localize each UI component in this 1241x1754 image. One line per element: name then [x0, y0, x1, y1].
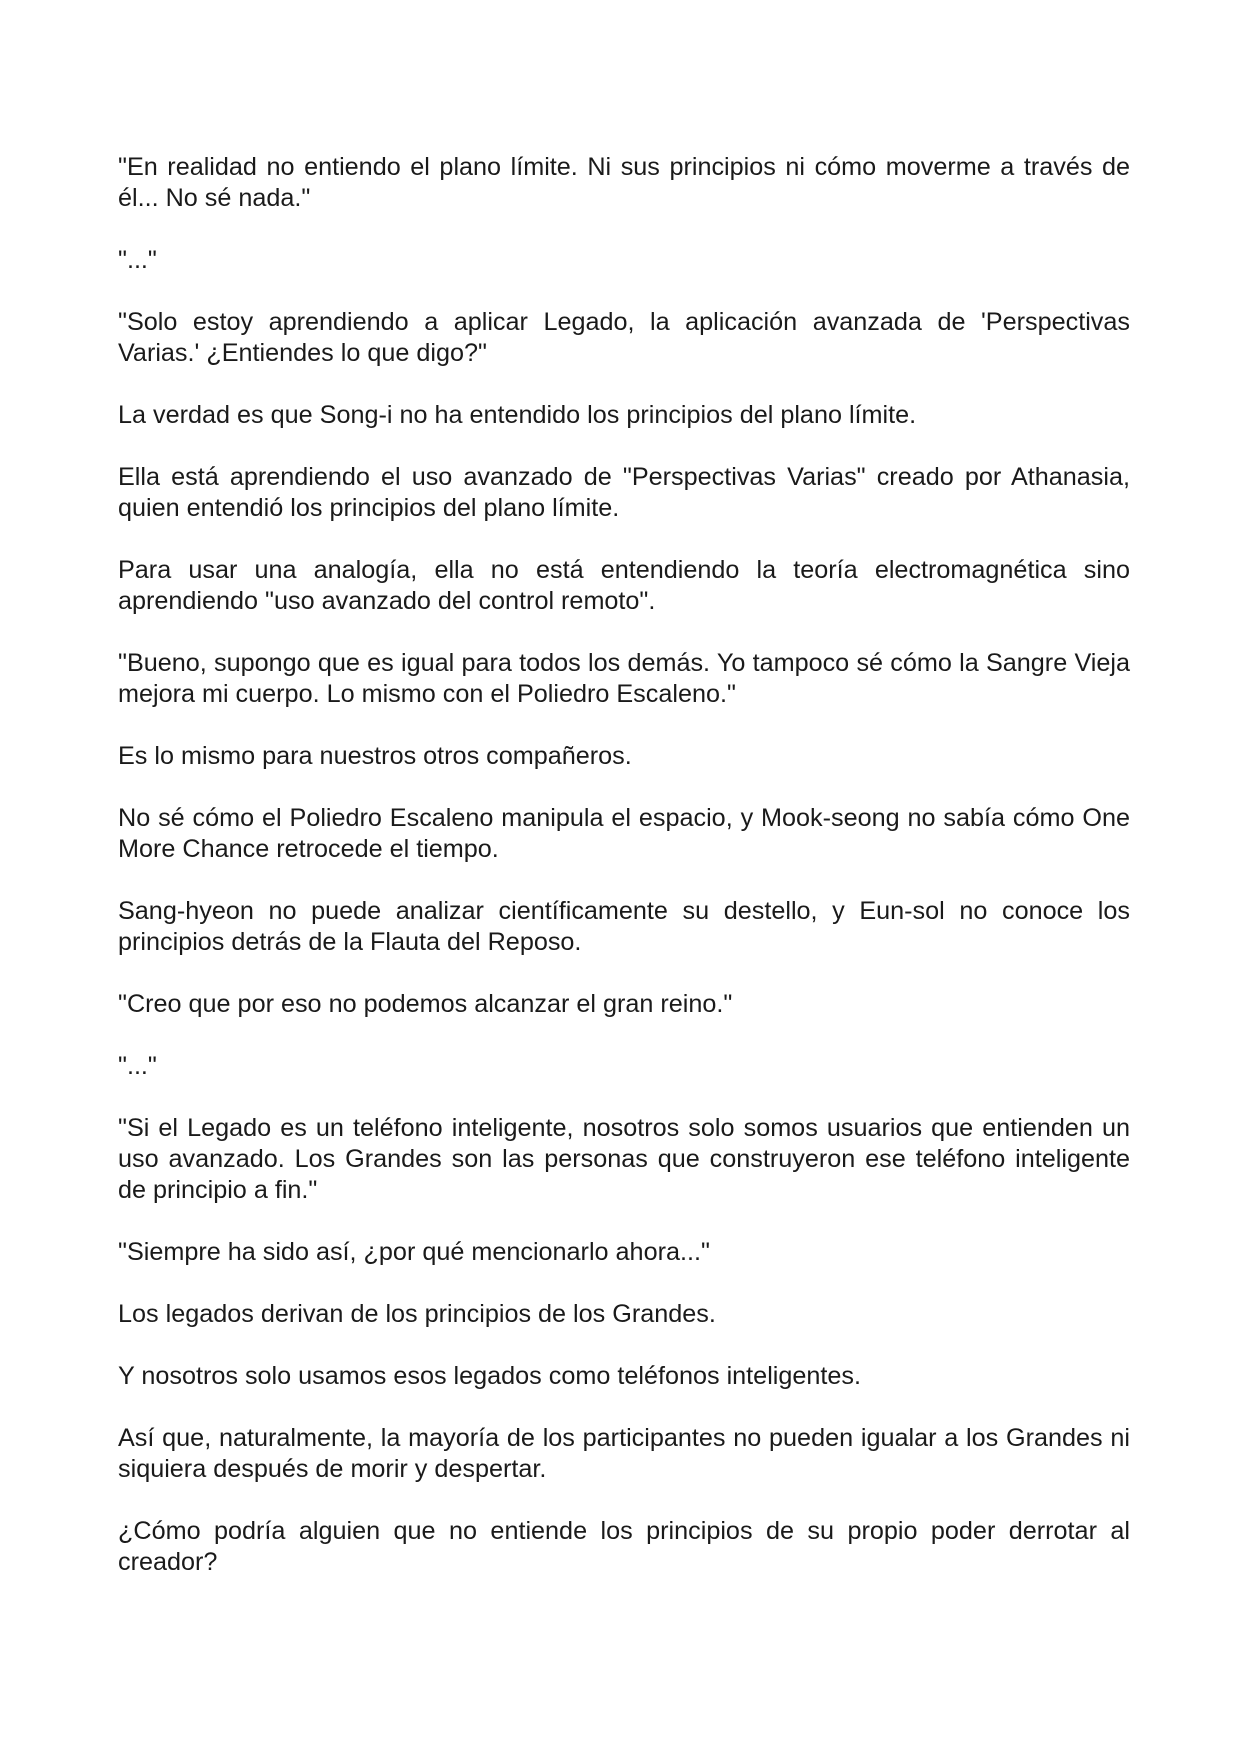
paragraph: Así que, naturalmente, la mayoría de los participantes no pueden igualar a los Grandes ni siquiera después de morir y despertar. [118, 1424, 1130, 1483]
paragraph: "Si el Legado es un teléfono inteligente, nosotros solo somos usuarios que entienden un uso avanzado. Los Grandes son las personas que construyeron ese teléfono inteligente de principio a fin." [118, 1114, 1130, 1204]
paragraph: Es lo mismo para nuestros otros compañeros. [118, 742, 632, 770]
paragraph: "..." [118, 246, 157, 274]
paragraph: "Bueno, supongo que es igual para todos los demás. Yo tampoco sé cómo la Sangre Vieja mejora mi cuerpo. Lo mismo con el Poliedro Escaleno." [118, 649, 1130, 708]
paragraph: ¿Cómo podría alguien que no entiende los principios de su propio poder derrotar al creador? [118, 1517, 1130, 1576]
paragraph: Para usar una analogía, ella no está entendiendo la teoría electromagnética sino aprendiendo "uso avanzado del control remoto". [118, 556, 1130, 615]
paragraph: "..." [118, 1052, 157, 1080]
paragraph: "Creo que por eso no podemos alcanzar el gran reino." [118, 990, 733, 1018]
paragraph: "Siempre ha sido así, ¿por qué mencionarlo ahora..." [118, 1238, 710, 1266]
document-body [118, 152, 1130, 1609]
paragraph: Sang-hyeon no puede analizar científicamente su destello, y Eun-sol no conoce los principios detrás de la Flauta del Reposo. [118, 897, 1130, 956]
paragraph: Los legados derivan de los principios de los Grandes. [118, 1300, 716, 1328]
paragraph: No sé cómo el Poliedro Escaleno manipula el espacio, y Mook-seong no sabía cómo One More Chance retrocede el tiempo. [118, 804, 1130, 863]
paragraph: "En realidad no entiendo el plano límite. Ni sus principios ni cómo moverme a través de él... No sé nada." [118, 153, 1130, 212]
paragraph: La verdad es que Song-i no ha entendido los principios del plano límite. [118, 401, 917, 429]
paragraph: "Solo estoy aprendiendo a aplicar Legado, la aplicación avanzada de 'Perspectivas Varias.' ¿Entiendes lo que digo?" [118, 308, 1130, 367]
paragraph: Y nosotros solo usamos esos legados como teléfonos inteligentes. [118, 1362, 862, 1390]
paragraph: Ella está aprendiendo el uso avanzado de "Perspectivas Varias" creado por Athanasia, quien entendió los principios del plano límite. [118, 463, 1130, 522]
